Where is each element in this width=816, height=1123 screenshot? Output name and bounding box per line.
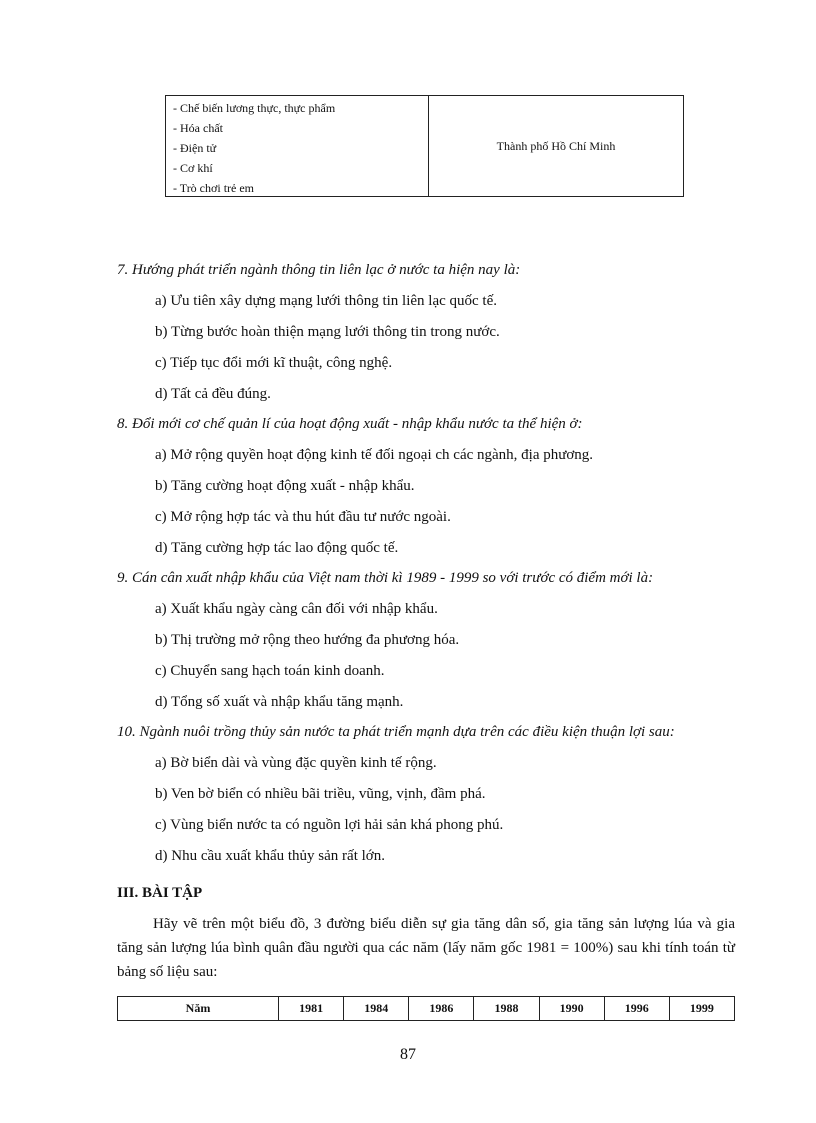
exercise-paragraph: Hãy vẽ trên một biểu đồ, 3 đường biểu diễn sự gia tăng dân số, gia tăng sản lượng lúa và gia tăng sản lượng lúa bình quân đầu người qua các năm (lấy năm gốc 1981 = 100%) sau khi tính toán từ bảng số liệu sau: [117, 916, 735, 980]
option: b) Ven bờ biển có nhiều bãi triều, vũng, vịnh, đầm phá. [155, 786, 486, 802]
section-title: III. BÀI TẬP [117, 885, 203, 901]
option: d) Tăng cường hợp tác lao động quốc tế. [155, 540, 399, 556]
table-row [118, 997, 735, 1021]
option: b) Từng bước hoàn thiện mạng lưới thông tin trong nước. [155, 324, 500, 340]
year-cell: 1990 [539, 997, 604, 1021]
question-10: 10. Ngành nuôi trồng thủy sản nước ta phát triển mạnh dựa trên các điều kiện thuận lợi sau: [117, 724, 675, 740]
industry-location-table [165, 95, 684, 197]
option: a) Mở rộng quyền hoạt động kinh tế đối ngoại ch các ngành, địa phương. [155, 447, 594, 463]
option: c) Mở rộng hợp tác và thu hút đầu tư nước ngoài. [155, 509, 451, 525]
industry-item: - Cơ khí [173, 161, 213, 175]
page-number: 87 [400, 1046, 416, 1063]
option: a) Xuất khẩu ngày càng cân đối với nhập khẩu. [155, 601, 438, 617]
option: d) Tổng số xuất và nhập khẩu tăng mạnh. [155, 694, 404, 710]
table-header-cell: Năm [118, 997, 279, 1021]
industry-list-cell [166, 96, 429, 196]
year-table [117, 996, 735, 1021]
option: d) Nhu cầu xuất khẩu thủy sản rất lớn. [155, 848, 385, 864]
option: b) Tăng cường hoạt động xuất - nhập khẩu. [155, 478, 415, 494]
year-cell: 1986 [409, 997, 474, 1021]
year-cell: 1988 [474, 997, 539, 1021]
option: c) Vùng biển nước ta có nguồn lợi hải sản khá phong phú. [155, 817, 504, 833]
industry-item: - Hóa chất [173, 121, 223, 135]
option: b) Thị trường mở rộng theo hướng đa phương hóa. [155, 632, 460, 648]
option: a) Bờ biển dài và vùng đặc quyền kinh tế rộng. [155, 755, 437, 771]
industry-item: - Điện tử [173, 141, 217, 155]
year-cell: 1996 [604, 997, 669, 1021]
year-cell: 1981 [279, 997, 344, 1021]
year-cell: 1999 [669, 997, 734, 1021]
option: c) Chuyển sang hạch toán kinh doanh. [155, 663, 385, 679]
industry-item: - Chế biến lương thực, thực phẩm [173, 101, 336, 115]
location-cell: Thành phố Hồ Chí Minh [496, 138, 616, 153]
year-cell: 1984 [344, 997, 409, 1021]
industry-item: - Trò chơi trẻ em [173, 181, 255, 195]
option: d) Tất cả đều đúng. [155, 386, 271, 402]
question-9: 9. Cán cân xuất nhập khẩu của Việt nam thời kì 1989 - 1999 so với trước có điểm mới là: [117, 570, 654, 586]
question-8: 8. Đổi mới cơ chế quản lí của hoạt động xuất - nhập khẩu nước ta thể hiện ở: [117, 416, 583, 432]
option: c) Tiếp tục đổi mới kĩ thuật, công nghệ. [155, 355, 393, 371]
question-7: 7. Hướng phát triển ngành thông tin liên lạc ở nước ta hiện nay là: [117, 262, 521, 278]
option: a) Ưu tiên xây dựng mạng lưới thông tin liên lạc quốc tế. [155, 293, 498, 309]
